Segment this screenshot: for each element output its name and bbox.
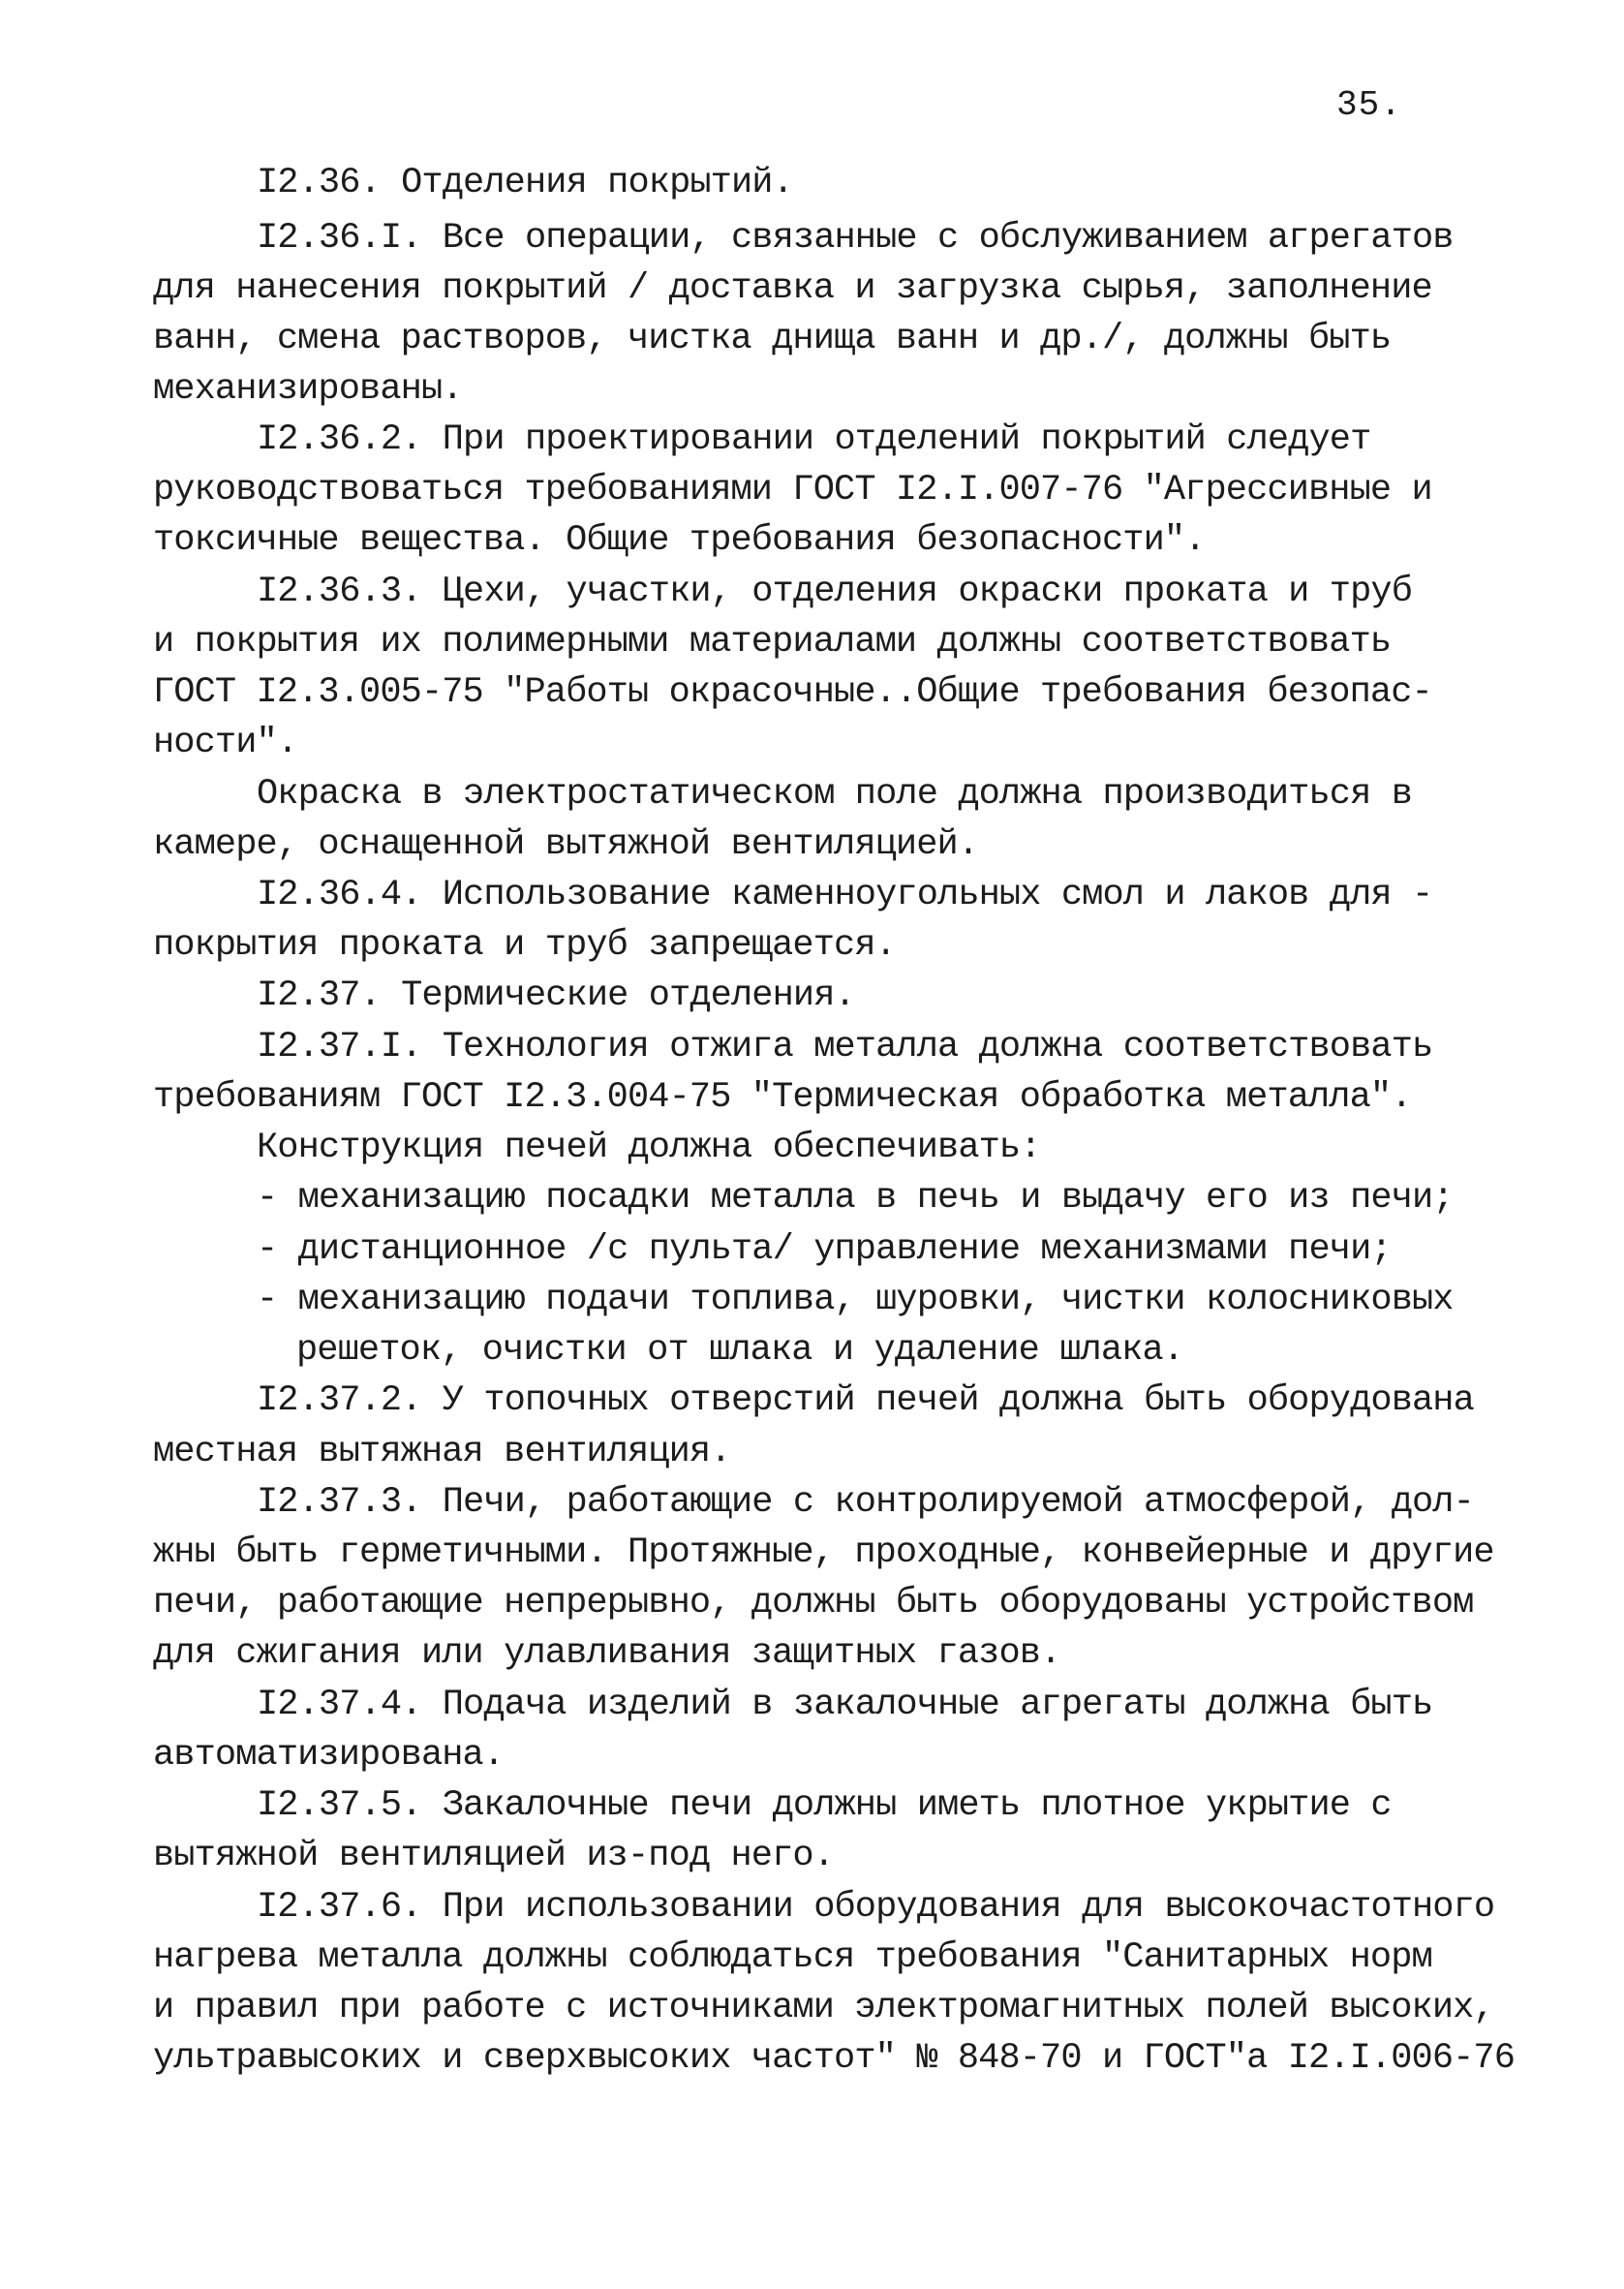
- text-line: токсичные вещества. Общие требования безопасности".: [153, 520, 1206, 561]
- text-line: I2.37.2. У топочных отверстий печей должна быть оборудована: [257, 1380, 1474, 1421]
- text-line: для сжигания или улавливания защитных газов.: [153, 1633, 1061, 1674]
- text-line: нагрева металла должны соблюдаться требования "Санитарных норм: [153, 1937, 1432, 1978]
- page-number: 35.: [1336, 85, 1402, 125]
- text-line: местная вытяжная вентиляция.: [153, 1432, 731, 1472]
- text-line: I2.37.6. При использовании оборудования для высокочастотного: [257, 1887, 1495, 1928]
- section-heading-12-37: I2.37. Термические отделения.: [257, 975, 855, 1016]
- list-item-continuation: решеток, очистки от шлака и удаление шлака.: [296, 1330, 1184, 1371]
- text-line: ультравысоких и сверхвысоких частот" № 848-70 и ГОСТ"а I2.I.006-76: [153, 2038, 1516, 2079]
- text-line: Окраска в электростатическом поле должна производиться в: [257, 774, 1413, 815]
- list-item: - механизацию посадки металла в печь и выдачу его из печи;: [257, 1178, 1454, 1219]
- list-item: - дистанционное /с пульта/ управление механизмами печи;: [257, 1229, 1392, 1270]
- text-line: I2.36.2. При проектировании отделений покрытий следует: [257, 419, 1371, 460]
- text-line: I2.37.5. Закалочные печи должны иметь плотное укрытие с: [257, 1785, 1392, 1826]
- list-item: - механизацию подачи топлива, шуровки, чистки колосниковых: [257, 1280, 1454, 1320]
- text-line: руководствоваться требованиями ГОСТ I2.I.007-76 "Агрессивные и: [153, 470, 1432, 510]
- text-line: камере, оснащенной вытяжной вентиляцией.: [153, 824, 979, 865]
- text-line: покрытия проката и труб запрещается.: [153, 925, 896, 966]
- text-line: и покрытия их полимерными материалами должны соответствовать: [153, 622, 1392, 663]
- text-line: автоматизирована.: [153, 1735, 505, 1776]
- text-line: I2.36.4. Использование каменноугольных смол и лаков для -: [257, 875, 1433, 915]
- text-line: I2.36.3. Цехи, участки, отделения окраски проката и труб: [257, 572, 1413, 612]
- text-line: для нанесения покрытий / доставка и загрузка сырья, заполнение: [153, 268, 1432, 309]
- text-line: ванн, смена растворов, чистка днища ванн и др./, должны быть: [153, 319, 1392, 359]
- text-line: ГОСТ I2.3.005-75 "Работы окрасочные..Общие требования безопас-: [153, 672, 1432, 713]
- text-line: I2.37.3. Печи, работающие с контролируемой атмосферой, дол-: [257, 1482, 1474, 1523]
- section-heading-12-36: I2.36. Отделения покрытий.: [257, 163, 793, 203]
- text-line: печи, работающие непрерывно, должны быть оборудованы устройством: [153, 1583, 1474, 1624]
- text-line: I2.37.4. Подача изделий в закалочные агрегаты должна быть: [257, 1685, 1433, 1725]
- text-line: I2.36.I. Все операции, связанные с обслуживанием агрегатов: [257, 218, 1454, 259]
- text-line: I2.37.I. Технология отжига металла должна соответствовать: [257, 1027, 1433, 1067]
- text-line: Конструкция печей должна обеспечивать:: [257, 1128, 1041, 1168]
- text-line: механизированы.: [153, 369, 463, 410]
- text-line: вытяжной вентиляцией из-под него.: [153, 1836, 835, 1876]
- text-line: и правил при работе с источниками электромагнитных полей высоких,: [153, 1988, 1494, 2028]
- text-line: требованиям ГОСТ I2.3.004-75 "Термическая обработка металла".: [153, 1077, 1412, 1118]
- text-line: ности".: [153, 723, 298, 763]
- text-line: жны быть герметичными. Протяжные, проходные, конвейерные и другие: [153, 1532, 1494, 1573]
